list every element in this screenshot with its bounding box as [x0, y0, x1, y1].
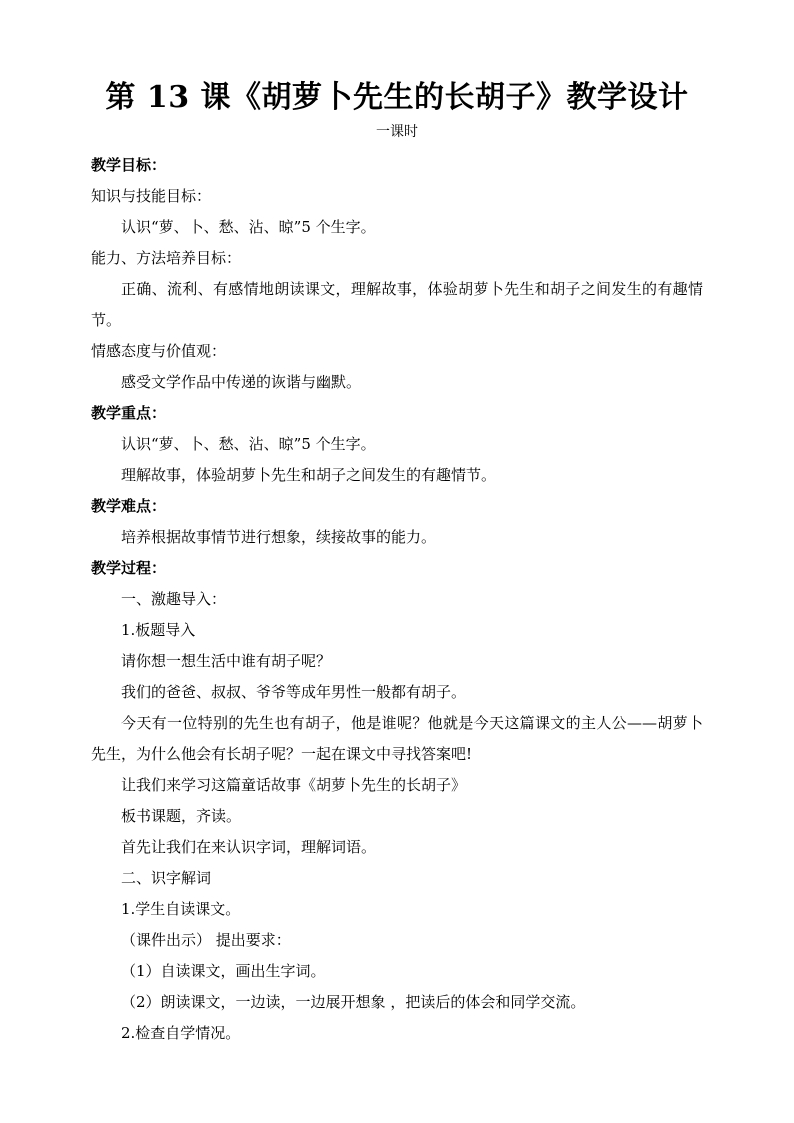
process-part1-question: 请你想一想生活中谁有胡子呢？ — [121, 652, 332, 670]
process-part1-intro: 今天有一位特别的先生也有胡子，他是谁呢？他就是今天这篇课文的主人公——胡萝卜先生，为什么他会有长胡子呢？一起在课文中寻找答案吧! — [91, 714, 703, 763]
document-title: 第 13 课《胡萝卜先生的长胡子》教学设计 — [105, 80, 689, 115]
process-part2-req2: （2）朗读课文，一边读，一边展开想象 ，把读后的体会和同学交流。 — [121, 993, 586, 1011]
process-part2-step1: 1.学生自读课文。 — [121, 900, 241, 918]
document-subtitle: 一课时 — [376, 124, 418, 140]
emotion-text: 感受文学作品中传递的诙谐与幽默。 — [121, 373, 362, 391]
process-part1-board: 板书课题，齐读。 — [121, 807, 242, 825]
ability-label: 能力、方法培养目标： — [91, 249, 242, 267]
process-part2-courseware: （课件出示） 提出要求： — [121, 931, 291, 949]
process-part1-answer: 我们的爸爸、叔叔、爷爷等成年男性一般都有胡子。 — [121, 683, 467, 701]
process-part1-words: 首先让我们在来认识字词，理解词语。 — [121, 838, 377, 856]
difficulties-heading: 教学难点： — [91, 497, 167, 515]
process-part2-step2: 2.检查自学情况。 — [121, 1024, 241, 1042]
emotion-label: 情感态度与价值观： — [91, 342, 227, 360]
difficulty-item: 培养根据故事情节进行想象，续接故事的能力。 — [121, 528, 437, 546]
key-points-heading: 教学重点： — [91, 404, 167, 422]
process-heading: 教学过程： — [91, 559, 167, 577]
document-body — [91, 150, 703, 1049]
goals-heading: 教学目标： — [91, 156, 167, 174]
ability-text: 正确、流利、有感情地朗读课文，理解故事，体验胡萝卜先生和胡子之间发生的有趣情节。 — [91, 280, 703, 329]
knowledge-text: 认识“萝、卜、愁、沾、晾”5 个生字。 — [121, 218, 376, 236]
process-part1-sub: 1.板题导入 — [121, 621, 196, 639]
key-point-item: 理解故事，体验胡萝卜先生和胡子之间发生的有趣情节。 — [121, 466, 497, 484]
process-part2-req1: （1）自读课文，画出生字词。 — [121, 962, 326, 980]
process-part2-title: 二、识字解词 — [121, 869, 212, 887]
knowledge-label: 知识与技能目标： — [91, 187, 212, 205]
process-part1-learn: 让我们来学习这篇童话故事《胡萝卜先生的长胡子》 — [121, 776, 467, 794]
process-part1-title: 一、激趣导入： — [121, 590, 227, 608]
key-point-item: 认识“萝、卜、愁、沾、晾”5 个生字。 — [121, 435, 376, 453]
